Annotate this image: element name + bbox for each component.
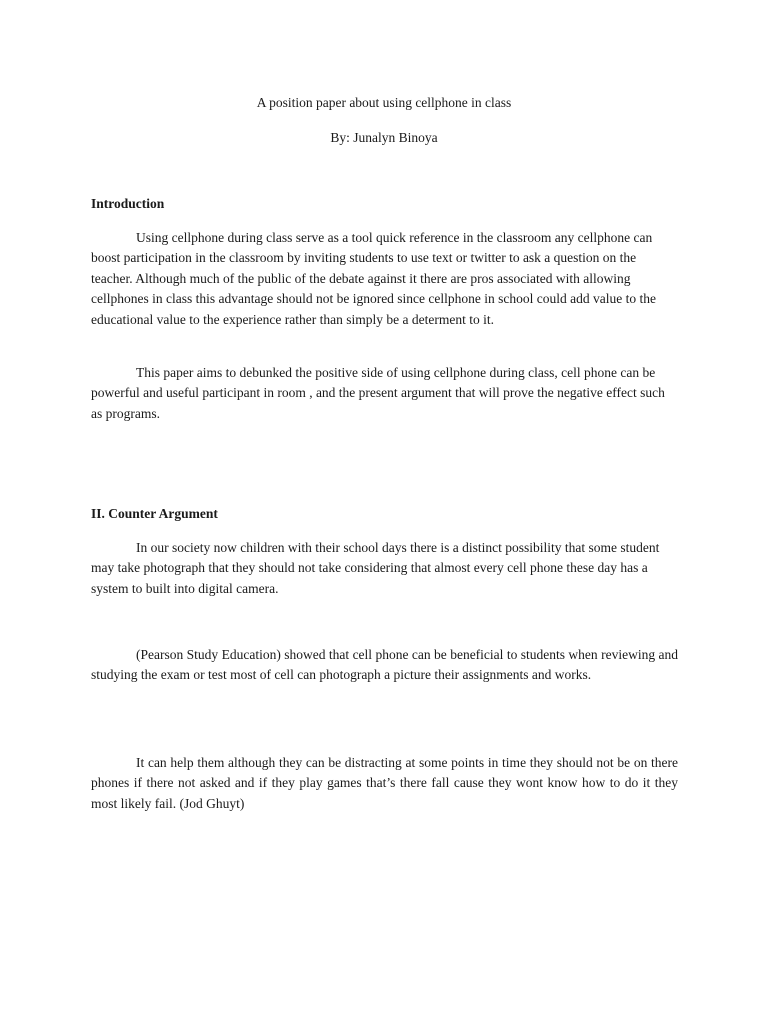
introduction-paragraph-1: Using cellphone during class serve as a tool quick reference in the classroom any cellphone can boost participation in the classroom by inviting students to use text or twitter to ask a question on the teacher. Although much of the public of the debate against it there are pros associated with allowing cellphones in class this advantage should not be ignored since cellphone in school could add value to the educational value to the experience rather than simply be a determent to it. [91, 230, 656, 327]
counter-argument-paragraph-3: It can help them although they can be distracting at some points in time they should not be on there phones if there not asked and if they play games that’s there fall cause they wont know how to do it they most likely fail. (Jod Ghuyt) [91, 755, 678, 811]
document-title: A position paper about using cellphone in class [256, 95, 512, 110]
introduction-paragraph-2: This paper aims to debunked the positive side of using cellphone during class, cell phone can be powerful and useful participant in room , and the present argument that will prove the negative effect such as programs. [91, 365, 665, 421]
document-author: By: Junalyn Binoya [330, 130, 438, 145]
counter-argument-paragraph-2: (Pearson Study Education) showed that cell phone can be beneficial to students when reviewing and studying the exam or test most of cell can photograph a picture their assignments and works. [91, 647, 678, 683]
counter-argument-paragraph-1: In our society now children with their school days there is a distinct possibility that some student may take photograph that they should not take considering that almost every cell phone these day has a system to built into digital camera. [91, 540, 660, 596]
introduction-heading: Introduction [91, 196, 165, 211]
counter-argument-heading: II. Counter Argument [91, 506, 218, 521]
